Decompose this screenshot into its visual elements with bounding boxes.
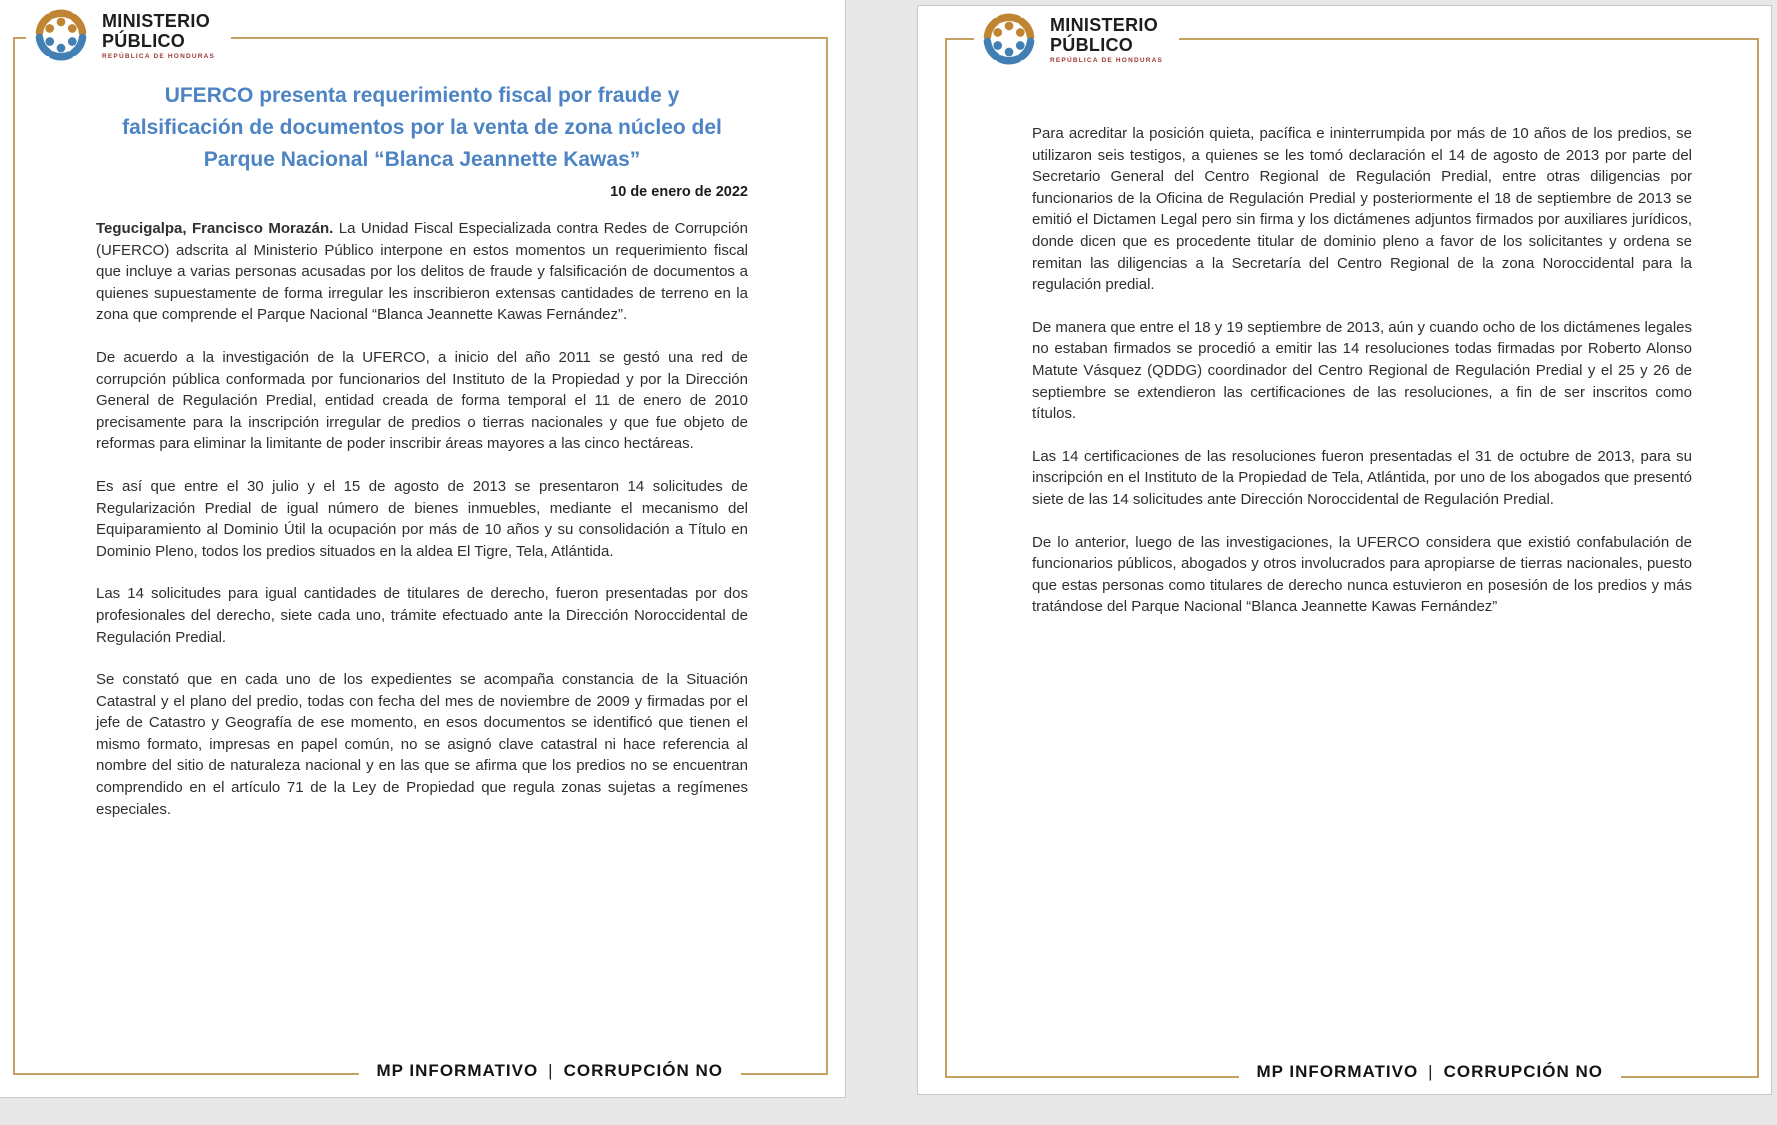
article-date: 10 de enero de 2022 bbox=[610, 184, 748, 200]
logo-wordmark-line2: PÚBLICO bbox=[1050, 34, 1134, 55]
article-title: UFERCO presenta requerimiento fiscal por fraude y falsificación de documentos por la venta de zona núcleo del Parque Nacional “Blanca Jeannette Kawas” bbox=[122, 84, 722, 171]
paragraph: Las 14 certificaciones de las resoluciones fueron presentadas el 31 de octubre de 2013, para su inscripción en el Instituto de la Propiedad de Tela, Atlántida, por uno de los abogados que presentó siete de las 14 solicitudes ante Dirección Noroccidental de Regulación Predial. bbox=[1032, 447, 1692, 508]
logo-subtitle: REPÚBLICA DE HONDURAS bbox=[102, 52, 216, 60]
logo-wordmark-line1: MINISTERIO bbox=[102, 10, 211, 31]
paragraph-text: La Unidad Fiscal Especializada contra Redes de Corrupción (UFERCO) adscrita al Ministerio Público interpone en estos momentos un requerimiento fiscal que incluye a varias personas acusadas por los delitos de fraude y falsificación de documentos a quienes supuestamente de forma irregular les inscribieron extensas cantidades de terreno en la zona que comprende el Parque Nacional “Blanca Jeannette Kawas Fernández”. bbox=[96, 220, 748, 324]
paragraph-dateline bbox=[96, 218, 748, 326]
logo-subtitle: REPÚBLICA DE HONDURAS bbox=[1050, 56, 1164, 64]
paragraph: Es así que entre el 30 julio y el 15 de agosto de 2013 se presentaron 14 solicitudes de Regularización Predial de igual número de bienes inmuebles, mediante el mecanismo del Equiparamiento al Dominio Útil la ocupación por más de 10 años y su consolidación a Título en Dominio Pleno, todos los predios situados en la aldea El Tigre, Tela, Atlántida. bbox=[96, 477, 748, 560]
document-page-2 bbox=[918, 6, 1771, 1094]
footer-banner bbox=[1239, 1060, 1621, 1084]
footer-label-right: CORRUPCIÓN NO bbox=[1443, 1062, 1603, 1081]
ministerio-publico-seal-icon bbox=[978, 8, 1040, 70]
paragraph: De manera que entre el 18 y 19 septiembre de 2013, aún y cuando ocho de los dictámenes legales no estaban firmados se procedió a emitir las 14 resoluciones todas firmadas por Roberto Alonso Matute Vásquez (QDDG) coordinador del Centro Regional de Regulación Predial y el 25 y 26 de septiembre se extendieron las certificaciones de las resoluciones, a fin de ser inscritos como títulos. bbox=[1032, 318, 1692, 423]
paragraph-lead: Tegucigalpa, Francisco Morazán. bbox=[96, 220, 334, 237]
footer-separator: | bbox=[1428, 1062, 1434, 1081]
footer-label-left: MP INFORMATIVO bbox=[1256, 1062, 1419, 1081]
page2-content bbox=[1032, 123, 1692, 618]
paragraph: Se constató que en cada uno de los expedientes se acompaña constancia de la Situación Catastral y el plano del predio, todas con fecha del mes de noviembre de 2009 y firmadas por el jefe de Catastro y Geografía de ese momento, en esos documentos se identificó que tienen el mismo formato, impresas en papel común, no se asignó clave catastral ni hace referencia al nombre del sitio de naturaleza nacional y en las que se afirma que los predios no se encuentran comprendido en el artículo 71 de la Ley de Propiedad que regula zonas sujetas a regímenes especiales. bbox=[96, 671, 748, 818]
footer-label-left: MP INFORMATIVO bbox=[376, 1061, 539, 1080]
logo-wordmark-line2: PÚBLICO bbox=[102, 30, 186, 51]
page1-content bbox=[96, 0, 748, 820]
ministerio-publico-logo bbox=[974, 6, 1179, 74]
paragraph: De lo anterior, luego de las investigaciones, la UFERCO considera que existió confabulación de funcionarios públicos, abogados y otros involucrados para apropiarse de tierras nacionales, puesto que estas personas como titulares de derecho nunca estuvieron en posesión de los predios y más tratándose del Parque Nacional “Blanca Jeannette Kawas Fernández” bbox=[1032, 533, 1692, 616]
footer-separator: | bbox=[548, 1061, 554, 1080]
logo-wordmark bbox=[1050, 15, 1163, 64]
paragraph: De acuerdo a la investigación de la UFERCO, a inicio del año 2011 se gestó una red de corrupción pública conformada por funcionarios del Instituto de la Propiedad y por la Dirección General de Regulación Predial, entidad creada de forma temporal el 11 de enero de 2010 precisamente para la inscripción irregular de predios o tierras nacionales y que fue objeto de reformas para eliminar la limitante de poder inscribir áreas mayores a las cinco hectáreas. bbox=[96, 348, 748, 453]
document-page-1 bbox=[0, 0, 845, 1097]
ministerio-publico-seal-icon bbox=[30, 4, 92, 66]
paragraph: Para acreditar la posición quieta, pacífica e ininterrumpida por más de 10 años de los predios, se utilizaron seis testigos, a quienes se les tomó declaración el 14 de agosto de 2013 por parte del Secretario General del Centro Regional de Regulación Predial, entre otras diligencias por funcionarios de la Oficina de Regulación Predial y posteriormente el 18 de septiembre de 2013 se emitió el Dictamen Legal pero sin firma y los dictámenes adjuntos firmados por auxiliares jurídicos, donde dicen que es procedente titular de dominio pleno a favor de los solicitantes y ordena se remitan las diligencias a la Secretaría del Centro Regional de la zona Noroccidental para la regulación predial. bbox=[1032, 125, 1692, 294]
paragraph: Las 14 solicitudes para igual cantidades de titulares de derecho, fueron presentadas por dos profesionales del derecho, siete cada uno, trámite efectuado ante la Dirección Noroccidental de Regulación Predial. bbox=[96, 585, 748, 646]
footer-banner bbox=[359, 1059, 741, 1083]
footer-label-right: CORRUPCIÓN NO bbox=[563, 1061, 723, 1080]
logo-wordmark-line1: MINISTERIO bbox=[1050, 14, 1159, 35]
